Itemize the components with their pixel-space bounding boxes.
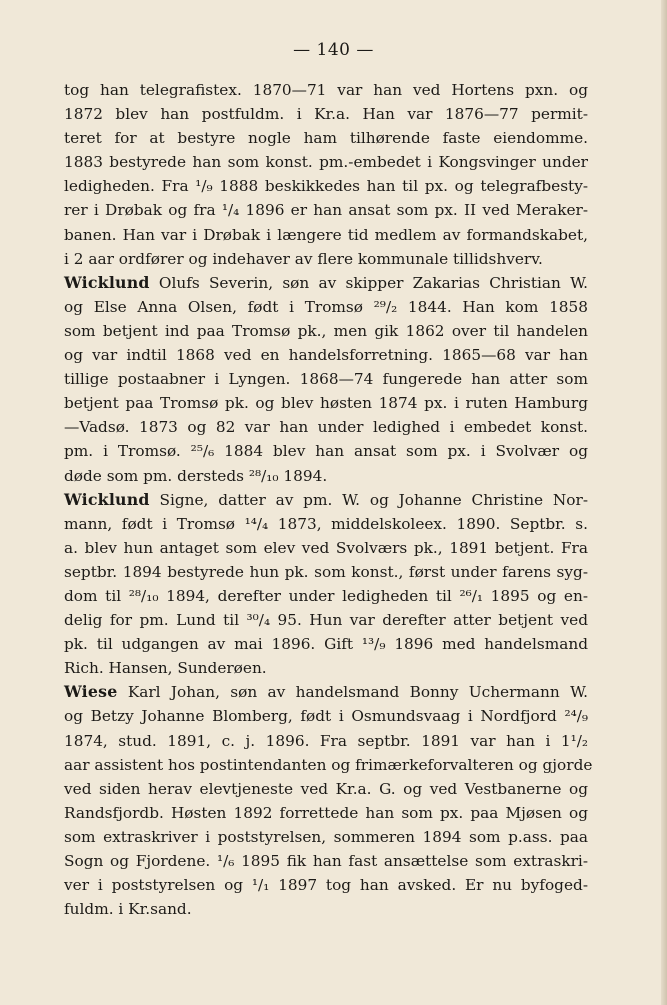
- text-line: Sogn og Fjordene. ¹/₆ 1895 fik han fast ansættelse som extraskri-: [64, 852, 588, 870]
- entry-name: Wicklund: [64, 489, 150, 509]
- entry-name: Wiese: [64, 682, 118, 702]
- text-line: 1883 bestyrede han som konst. pm.-embedet i Kongsvinger under: [64, 153, 588, 172]
- text-line: septbr. 1894 bestyrede hun pk. som konst., først under farens syg-: [64, 562, 588, 581]
- text-line: 1874, stud. 1891, c. j. 1896. Fra septbr. 1891 var han i 1¹/₂: [64, 731, 588, 750]
- text-line: og var indtil 1868 ved en handelsforretning. 1865—68 var han: [64, 346, 588, 365]
- text-line: aar assistent hos postintendanten og frimærkeforvalteren og gjorde: [64, 755, 593, 774]
- text-line: Karl Johan, søn av handelsmand Bonny Uchermann W.: [127, 683, 588, 702]
- text-line: pk. til udgangen av mai 1896. Gift ¹³/₉ 1896 med handelsmand: [64, 635, 588, 654]
- page-number: — 140 —: [293, 40, 374, 60]
- text-line: a. blev hun antaget som elev ved Svolværs pk., 1891 betjent. Fra: [64, 538, 588, 557]
- text-line: døde som pm. dersteds ²⁸/₁₀ 1894.: [64, 466, 328, 485]
- text-line: delig for pm. Lund til ³⁰/₄ 95. Hun var derefter atter betjent ved: [64, 611, 588, 630]
- text-line: banen. Han var i Drøbak i længere tid medlem av formandskabet,: [64, 225, 588, 244]
- text-line: i 2 aar ordfører og indehaver av flere kommunale tillidshverv.: [64, 249, 543, 268]
- document-body: [64, 78, 593, 921]
- text-line: betjent paa Tromsø pk. og blev høsten 1874 px. i ruten Hamburg: [64, 394, 588, 413]
- text-line: ver i poststyrelsen og ¹/₁ 1897 tog han avsked. Er nu byfoged-: [64, 876, 588, 895]
- text-line: og Betzy Johanne Blomberg, født i Osmundsvaag i Nordfjord ²⁴/₉: [64, 707, 588, 726]
- text-line: rer i Drøbak og fra ¹/₄ 1896 er han ansat som px. II ved Meraker-: [64, 201, 588, 220]
- text-line: fuldm. i Kr.sand.: [64, 900, 192, 919]
- entry-name: Wicklund: [64, 272, 150, 292]
- text-line: 1872 blev han postfuldm. i Kr.a. Han var 1876—77 permit-: [64, 105, 588, 124]
- text-line: ved siden herav elevtjeneste ved Kr.a. G. og ved Vestbanerne og: [64, 779, 588, 798]
- text-line: som extraskriver i poststyrelsen, sommeren 1894 som p.ass. paa: [64, 827, 588, 846]
- text-line: teret for at bestyre nogle ham tilhørende faste eiendomme.: [64, 129, 588, 148]
- text-line: dom til ²⁸/₁₀ 1894, derefter under ledigheden til ²⁶/₁ 1895 og en-: [64, 586, 588, 605]
- text-line: pm. i Tromsø. ²⁵/₆ 1884 blev han ansat som px. i Svolvær og: [64, 442, 588, 461]
- entry-line: [64, 680, 588, 704]
- text-line: ledigheden. Fra ¹/₉ 1888 beskikkedes han til px. og telegrafbesty-: [64, 177, 588, 196]
- entry-line: [64, 488, 588, 512]
- page-edge: [661, 0, 667, 1005]
- text-line: mann, født i Tromsø ¹⁴/₄ 1873, middelskoleex. 1890. Septbr. s.: [64, 514, 588, 533]
- text-line: —Vadsø. 1873 og 82 var han under ledighed i embedet konst.: [64, 418, 588, 437]
- text-line: og Else Anna Olsen, født i Tromsø ²⁹/₂ 1844. Han kom 1858: [64, 297, 588, 316]
- entry-line: [64, 271, 588, 295]
- text-line: Rich. Hansen, Sunderøen.: [64, 659, 267, 678]
- text-line: Randsfjordb. Høsten 1892 forrettede han som px. paa Mjøsen og: [64, 803, 588, 822]
- text-line: tog han telegrafistex. 1870—71 var han ved Hortens pxn. og: [64, 81, 588, 99]
- text-line: tillige postaabner i Lyngen. 1868—74 fungerede han atter som: [64, 370, 588, 389]
- text-line: Olufs Severin, søn av skipper Zakarias Christian W.: [158, 273, 588, 292]
- text-line: som betjent ind paa Tromsø pk., men gik 1862 over til handelen: [64, 321, 588, 340]
- text-line: Signe, datter av pm. W. og Johanne Christine Nor-: [159, 490, 588, 509]
